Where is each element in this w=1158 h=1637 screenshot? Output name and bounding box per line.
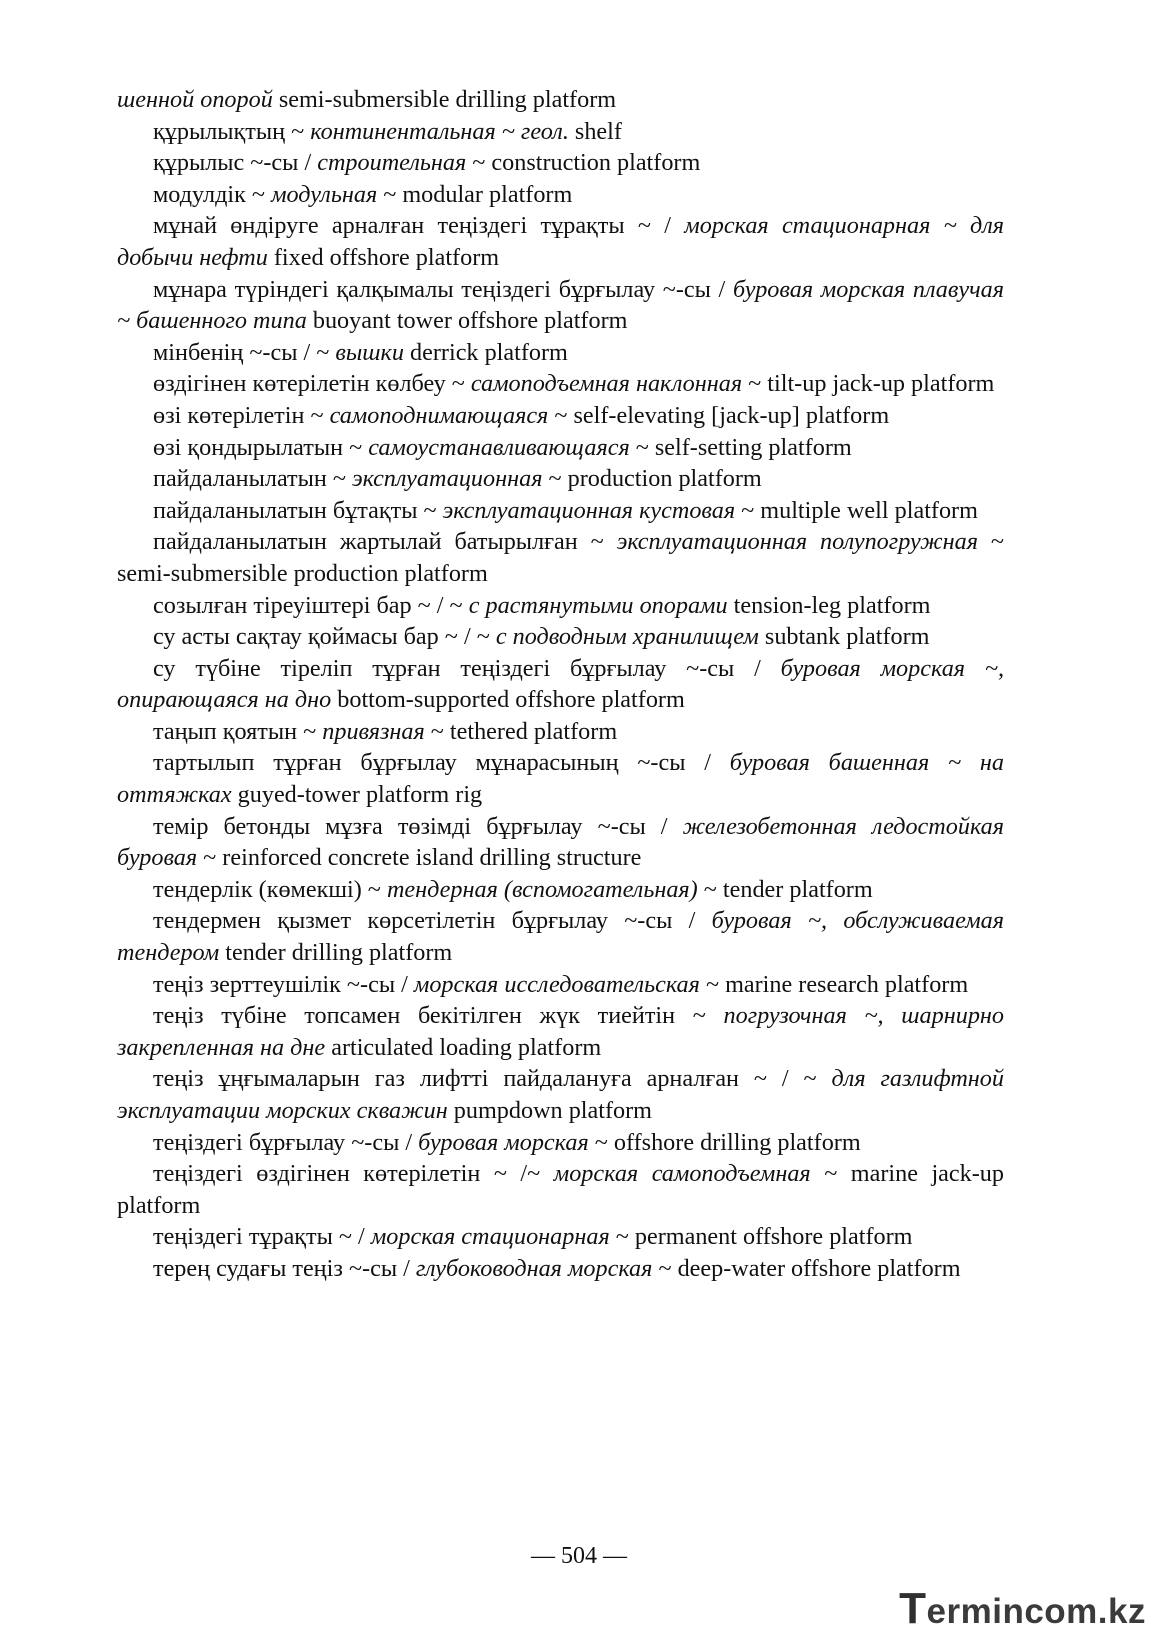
entry-text: таңып қоятын ~: [153, 717, 323, 745]
entry-russian-term: эксплуатационная полупогружная: [616, 528, 978, 556]
entry-russian-term: самоподъемная наклонная: [470, 370, 743, 398]
entry-russian-term: буровая морская: [418, 1128, 589, 1156]
entry-text: өзі қондырылатын ~: [153, 433, 369, 461]
entry-text: ~ multiple well platform: [735, 496, 978, 524]
dictionary-entry: [117, 432, 1004, 464]
dictionary-entry: [117, 1063, 1004, 1126]
entry-text: buoyant tower offshore platform: [306, 307, 628, 335]
entry-text: созылған тіреуіштері бар ~ / ~: [153, 591, 469, 619]
entry-russian-term: с подводным хранилищем: [495, 623, 759, 651]
entry-text: ~ modular platform: [377, 180, 573, 208]
dictionary-entry: [117, 495, 1004, 527]
entry-text: shelf: [568, 117, 622, 145]
entry-text: subtank platform: [758, 623, 930, 651]
entry-text: тендерлік (көмекші) ~: [153, 875, 387, 903]
entry-text: ~ reinforced concrete island drilling structure: [197, 844, 642, 872]
dictionary-entry: [117, 526, 1004, 589]
dictionary-entry: [117, 1127, 1004, 1159]
entry-russian-term: модульная: [271, 180, 378, 208]
entry-text: мұнай өндіруге арналған теңіздегі тұрақты ~ /: [153, 212, 685, 240]
entry-text: semi-submersible drilling platform: [272, 86, 617, 113]
entry-text: пайдаланылатын жартылай батырылған ~: [153, 528, 617, 556]
dictionary-entry: [117, 811, 1004, 874]
entry-text: ~ self-setting platform: [629, 433, 852, 461]
entry-russian-term: для газлифтной эксплуатации морских скважин: [117, 1065, 1004, 1124]
dictionary-entry: [117, 969, 1004, 1001]
entry-russian-term: шенной опорой: [117, 86, 273, 113]
entry-text: құрылыс ~-сы /: [153, 149, 318, 177]
entry-text: пайдаланылатын ~: [153, 465, 353, 493]
entry-russian-term: строительная: [317, 149, 467, 177]
entry-russian-term: с растянутыми опорами: [468, 591, 728, 619]
entry-russian-term: глубоководная морская: [415, 1254, 653, 1282]
dictionary-entry: [117, 116, 1004, 148]
dictionary-entry: [117, 716, 1004, 748]
entry-russian-term: континентальная ~ геол.: [310, 117, 569, 145]
entry-text: тендермен қызмет көрсетілетін бұрғылау ~-сы /: [153, 907, 712, 935]
dictionary-entry: [117, 1253, 1004, 1285]
dictionary-entry: [117, 368, 1004, 400]
dictionary-entry: [117, 337, 1004, 369]
dictionary-entry: [117, 1158, 1004, 1221]
entry-text: articulated loading platform: [325, 1033, 602, 1061]
entry-russian-term: привязная: [322, 717, 425, 745]
entry-text: су асты сақтау қоймасы бар ~ / ~: [153, 623, 496, 651]
dictionary-entry: [117, 874, 1004, 906]
entry-text: guyed-tower platform rig: [231, 781, 483, 809]
entry-text: теңіз түбіне топсамен бекітілген жүк тиейтін ~: [153, 1002, 724, 1030]
entry-text: ~ tilt-up jack-up platform: [742, 370, 995, 398]
page-number: — 504 —: [531, 1543, 627, 1569]
dictionary-entry: [117, 653, 1004, 716]
entry-text: tender drilling platform: [219, 939, 453, 967]
entry-russian-term: погрузочная ~, шарнирно закрепленная на дне: [117, 1002, 1005, 1061]
entry-text: ~ marine research platform: [699, 970, 969, 998]
entry-russian-term: буровая морская плавучая ~ башенного типа: [117, 275, 1004, 335]
dictionary-entry: [117, 590, 1004, 622]
dictionary-entry: [117, 621, 1004, 653]
entry-russian-term: буровая морская ~, опирающаяся на дно: [117, 654, 1004, 714]
site-watermark-logo: Termincom.kz: [899, 1584, 1146, 1633]
entry-text: ~ deep-water offshore platform: [652, 1254, 961, 1282]
entry-russian-term: самоподнимающаяся: [329, 401, 549, 429]
dictionary-entry: [117, 274, 1004, 337]
entry-russian-term: буровая ~, обслуживаемая тендером: [117, 907, 1004, 967]
entry-text: ~ marine jack-up platform: [117, 1160, 1004, 1219]
entry-russian-term: эксплуатационная кустовая: [442, 496, 736, 524]
entry-text: тартылып тұрған бұрғылау мұнарасының ~-сы /: [153, 749, 730, 777]
entry-russian-term: эксплуатационная: [352, 465, 543, 493]
entry-russian-term: самоустанавливающаяся: [368, 433, 630, 461]
entry-text: ~ tethered platform: [424, 717, 618, 745]
entry-text: мінбенің ~-сы / ~: [153, 338, 336, 366]
entry-text: ~ offshore drilling platform: [588, 1128, 861, 1156]
entry-text: теңіз зерттеушілік ~-сы /: [153, 970, 414, 998]
entry-text: fixed offshore platform: [267, 243, 500, 271]
entry-text: ~ production platform: [542, 465, 762, 493]
entry-text: derrick platform: [403, 338, 568, 366]
dictionary-entry: [117, 179, 1004, 211]
entry-text: теңіздегі тұрақты ~ /: [153, 1223, 371, 1251]
entry-text: темір бетонды мұзға төзімді бұрғылау ~-сы /: [153, 812, 683, 840]
entry-russian-term: морская стационарная: [370, 1223, 610, 1251]
entry-text: құрылықтың ~: [153, 117, 311, 145]
entry-text: терең судағы теңіз ~-сы /: [153, 1254, 416, 1282]
entry-text: теңіздегі бұрғылау ~-сы /: [153, 1128, 419, 1156]
dictionary-entry: [117, 147, 1004, 179]
entry-russian-term: железобетонная ледостойкая буровая: [117, 812, 1004, 872]
dictionary-entry: [117, 84, 1004, 116]
entry-russian-term: морская исследовательская: [413, 970, 700, 998]
entry-text: ~ tender platform: [697, 875, 873, 903]
entry-text: су түбіне тіреліп тұрған теңіздегі бұрғылау ~-сы /: [153, 654, 781, 682]
entry-text: ~ semi-submersible production platform: [117, 528, 1004, 587]
entry-russian-term: буровая башенная ~ на оттяжках: [117, 749, 1004, 809]
entry-text: tension-leg platform: [727, 591, 931, 619]
entry-text: bottom-supported offshore platform: [331, 686, 685, 714]
entry-text: мұнара түріндегі қалқымалы теңіздегі бұрғылау ~-сы /: [153, 275, 733, 303]
entry-text: пайдаланылатын бұтақты ~: [153, 496, 443, 524]
entry-russian-term: тендерная (вспомогательная): [386, 875, 698, 903]
dictionary-entry: [117, 210, 1004, 273]
entry-text: өзі көтерілетін ~: [153, 401, 330, 429]
dictionary-entry: [117, 400, 1004, 432]
dictionary-entry: [117, 747, 1004, 810]
dictionary-entry: [117, 905, 1004, 968]
entry-text: өздігінен көтерілетін көлбеу ~: [153, 370, 471, 398]
dictionary-entry: [117, 1000, 1004, 1063]
entry-text: ~ construction platform: [466, 149, 701, 177]
entry-russian-term: морская стационарная ~ для добычи нефти: [117, 212, 1005, 271]
dictionary-entry: [117, 463, 1004, 495]
entry-text: ~ self-elevating [jack-up] platform: [548, 401, 890, 429]
entry-text: ~ permanent offshore platform: [609, 1223, 913, 1251]
entry-text: модулдік ~: [153, 180, 272, 208]
entry-text: pumpdown platform: [447, 1097, 652, 1124]
entry-text: теңіз ұңғымаларын газ лифтті пайдалануға арналған ~ / ~: [153, 1065, 832, 1093]
entry-text: теңіздегі өздігінен көтерілетін ~ /~: [153, 1160, 554, 1188]
dictionary-entry: [117, 1221, 1004, 1253]
dictionary-page-body: [117, 84, 1004, 1285]
entry-russian-term: морская самоподъемная: [553, 1160, 811, 1188]
entry-russian-term: вышки: [335, 338, 404, 366]
